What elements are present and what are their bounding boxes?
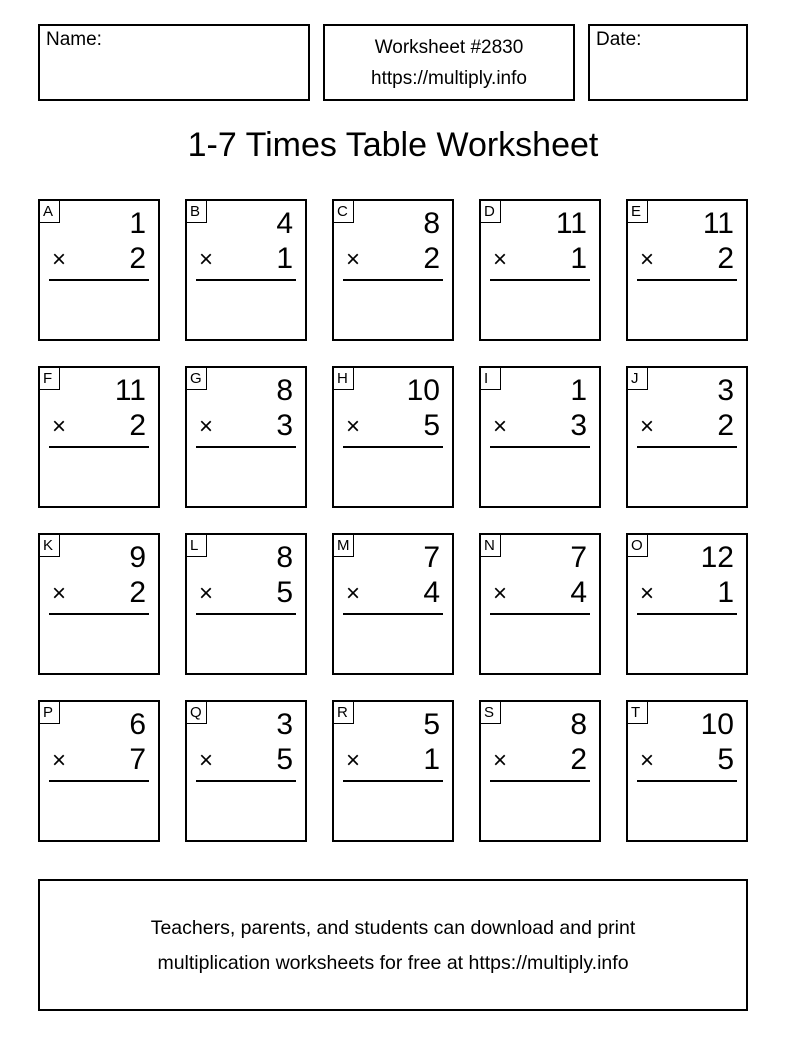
multiplier: 3 [276,409,293,442]
problem-card [332,199,454,341]
multiplier: 2 [570,743,587,776]
problem-letter: A [40,201,60,223]
answer-line [343,613,443,615]
problem-letter: C [334,201,354,223]
problem-card [185,700,307,842]
multiplicand: 8 [276,374,293,407]
multiplicand: 12 [700,541,734,574]
multiplicand: 4 [276,207,293,240]
multiplicand: 5 [423,708,440,741]
times-sign: × [493,413,508,440]
problem-letter: G [187,368,207,390]
answer-line [637,780,737,782]
answer-line [637,279,737,281]
times-sign: × [346,580,361,607]
answer-line [196,446,296,448]
problem-card [185,366,307,508]
answer-line [637,613,737,615]
times-sign: × [640,747,655,774]
problem-letter: R [334,702,354,724]
footer-line-2: multiplication worksheets for free at https://multiply.info [157,952,629,974]
times-sign: × [346,413,361,440]
answer-line [343,279,443,281]
multiplier: 2 [129,576,146,609]
times-sign: × [493,747,508,774]
problem-letter: I [481,368,501,390]
multiplier: 5 [423,409,440,442]
times-sign: × [199,747,214,774]
problem-card [38,199,160,341]
problem-letter: B [187,201,207,223]
times-sign: × [640,580,655,607]
problem-letter: L [187,535,207,557]
times-sign: × [493,580,508,607]
problem-card [479,199,601,341]
multiplicand: 8 [570,708,587,741]
problem-letter: E [628,201,648,223]
problem-letter: O [628,535,648,557]
footer-line-1: Teachers, parents, and students can download and print [150,917,636,939]
multiplier: 1 [423,743,440,776]
multiplier: 3 [570,409,587,442]
problem-letter: T [628,702,648,724]
multiplier: 4 [570,576,587,609]
multiplicand: 11 [555,207,587,240]
problem-letter: P [40,702,60,724]
times-sign: × [52,580,67,607]
problem-card [626,700,748,842]
page-title: 1-7 Times Table Worksheet [187,126,599,164]
times-sign: × [52,747,67,774]
problem-card [38,533,160,675]
problem-card [626,366,748,508]
name-label: Name: [46,29,102,50]
times-sign: × [199,580,214,607]
multiplier: 1 [276,242,293,275]
problem-card [185,199,307,341]
problem-letter: J [628,368,648,390]
times-sign: × [640,413,655,440]
multiplicand: 8 [423,207,440,240]
worksheet-number: Worksheet #2830 [374,37,524,58]
answer-line [490,780,590,782]
answer-line [490,613,590,615]
multiplier: 5 [276,743,293,776]
multiplicand: 10 [406,374,440,407]
problem-letter: N [481,535,501,557]
times-sign: × [52,413,67,440]
answer-line [490,279,590,281]
problem-card [479,533,601,675]
footer-box [38,879,748,1011]
problem-card [332,533,454,675]
multiplicand: 6 [129,708,146,741]
multiplicand: 3 [717,374,734,407]
multiplier: 2 [129,242,146,275]
problem-card [479,700,601,842]
date-label: Date: [596,29,642,50]
multiplier: 1 [570,242,587,275]
problem-letter: H [334,368,354,390]
multiplicand: 11 [702,207,734,240]
answer-line [49,780,149,782]
times-sign: × [346,747,361,774]
answer-line [49,446,149,448]
problem-letter: S [481,702,501,724]
date-field-box [588,24,748,101]
multiplicand: 1 [129,207,146,240]
answer-line [196,613,296,615]
multiplicand: 9 [129,541,146,574]
answer-line [343,780,443,782]
problem-card [332,366,454,508]
multiplier: 2 [717,409,734,442]
times-sign: × [52,246,67,273]
problem-card [626,533,748,675]
multiplier: 2 [423,242,440,275]
problem-card [38,700,160,842]
answer-line [343,446,443,448]
name-field-box [38,24,310,101]
worksheet-url: https://multiply.info [371,68,527,89]
problem-card [479,366,601,508]
answer-line [637,446,737,448]
problem-letter: D [481,201,501,223]
problem-card [38,366,160,508]
answer-line [49,279,149,281]
problem-letter: M [334,535,354,557]
multiplier: 5 [276,576,293,609]
problem-letter: Q [187,702,207,724]
worksheet-info-box [323,24,575,101]
multiplicand: 7 [423,541,440,574]
times-sign: × [346,246,361,273]
multiplicand: 7 [570,541,587,574]
problem-letter: F [40,368,60,390]
multiplicand: 3 [276,708,293,741]
problem-card [626,199,748,341]
times-sign: × [199,246,214,273]
answer-line [196,780,296,782]
multiplier: 5 [717,743,734,776]
answer-line [490,446,590,448]
multiplicand: 1 [570,374,587,407]
multiplicand: 10 [700,708,734,741]
answer-line [196,279,296,281]
times-sign: × [640,246,655,273]
problem-card [185,533,307,675]
multiplier: 2 [129,409,146,442]
multiplier: 7 [129,743,146,776]
multiplier: 4 [423,576,440,609]
multiplier: 1 [717,576,734,609]
times-sign: × [199,413,214,440]
answer-line [49,613,149,615]
multiplicand: 8 [276,541,293,574]
multiplicand: 11 [114,374,146,407]
times-sign: × [493,246,508,273]
problem-letter: K [40,535,60,557]
problem-card [332,700,454,842]
multiplier: 2 [717,242,734,275]
